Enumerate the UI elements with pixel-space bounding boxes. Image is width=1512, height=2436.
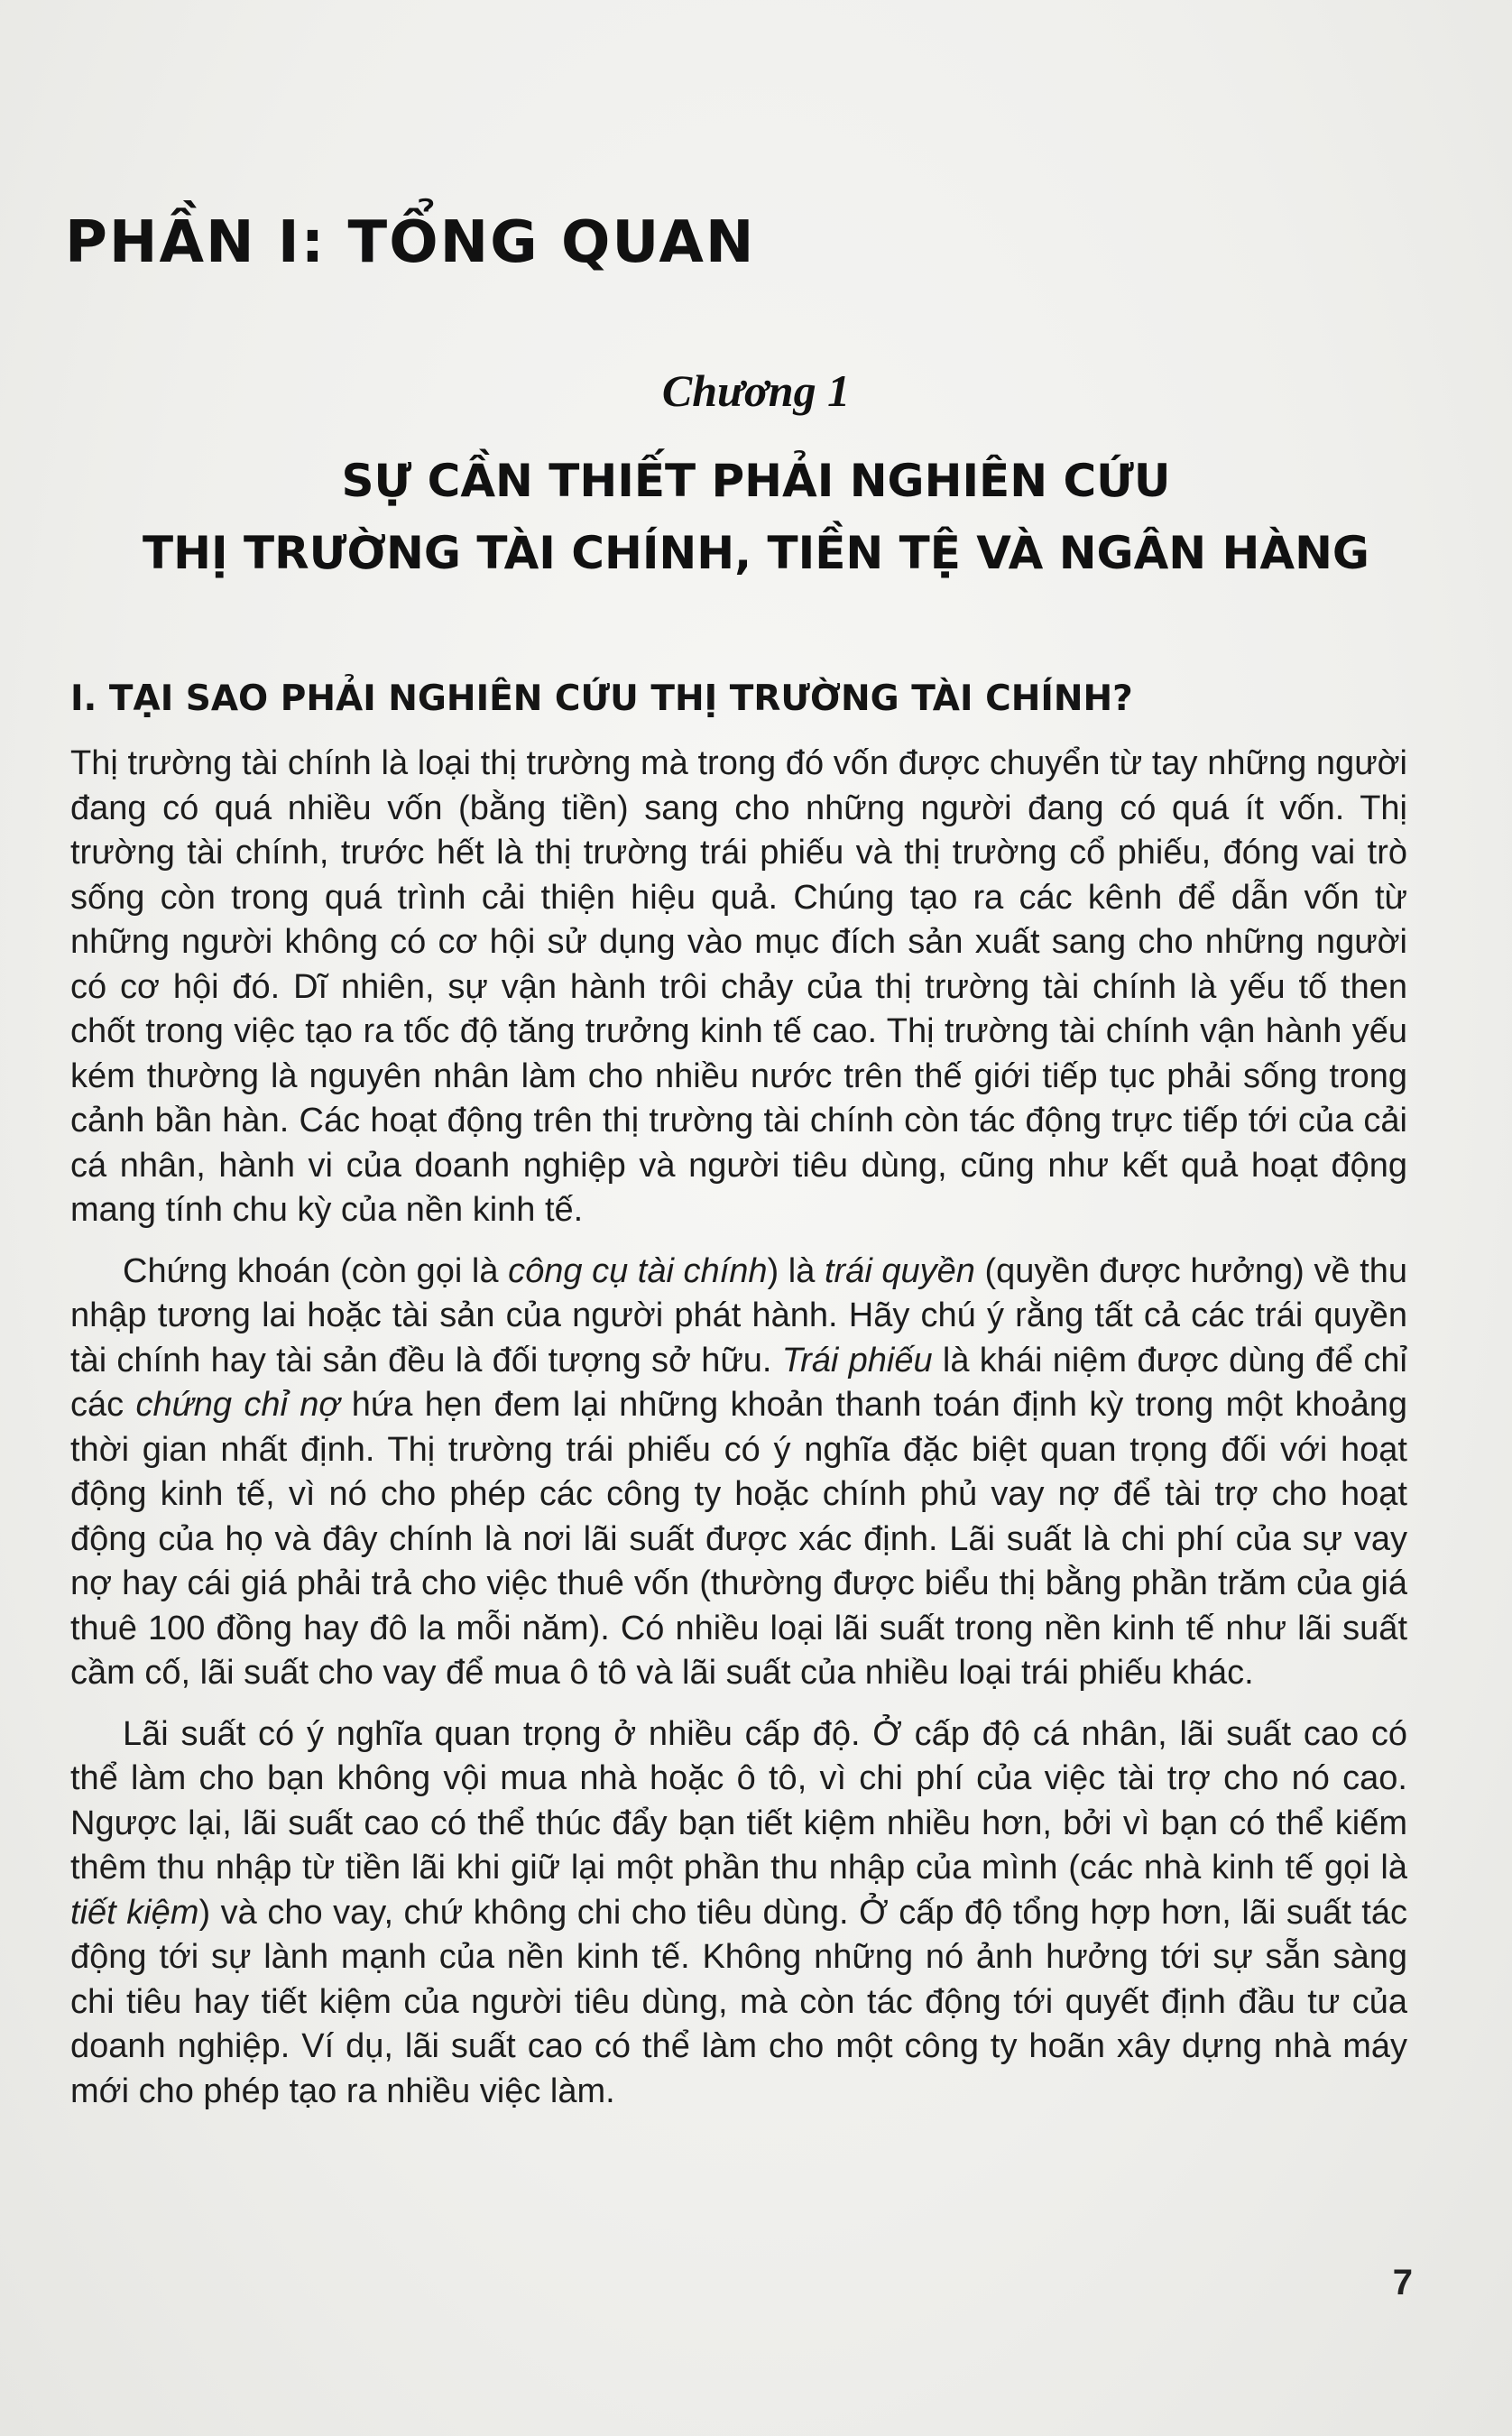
paragraph [70,1250,1407,1696]
paragraph [70,742,1407,1233]
chapter-title-line-1: SỰ CẦN THIẾT PHẢI NGHIÊN CỨU [341,455,1171,507]
italic-term: công cụ tài chính [508,1251,768,1290]
chapter-label: Chương 1 [661,365,851,416]
text-run: (quyền được hưởng) về thu nhập tương lai hoặc tài sản của người phát hành. Hãy chú ý rằng tất cả các trái quyền tài chính hay tài sản đều là đối tượng sở hữu. [70,1251,1407,1379]
text-run: hứa hẹn đem lại những khoản thanh toán định kỳ trong một khoảng thời gian nhất định. Thị trường trái phiếu có ý nghĩa đặc biệt quan trọng đối với hoạt động kinh tế, vì nó cho phép các công ty hoặc chính phủ vay nợ để tài trợ cho hoạt động của họ và đây chính là nơi lãi suất được xác định. Lãi suất là chi phí của sự vay nợ hay cái giá phải trả cho việc thuê vốn (thường được biểu thị bằng phần trăm của giá thuê 100 đồng hay đô la mỗi năm). Có nhiều loại lãi suất trong nền kinh tế như lãi suất cầm cố, lãi suất cho vay để mua ô tô và lãi suất của nhiều loại trái phiếu khác. [70,1386,1407,1692]
text-run: ) là [767,1251,825,1290]
text-run: Lãi suất có ý nghĩa quan trọng ở nhiều cấp độ. Ở cấp độ cá nhân, lãi suất cao có thể làm cho bạn không vội mua nhà hoặc ô tô, vì chi phí của việc tài trợ cho nó cao. Ngược lại, lãi suất cao có thể thúc đẩy bạn tiết kiệm nhiều hơn, bởi vì bạn có thể kiếm thêm thu nhập từ tiền lãi khi giữ lại một phần thu nhập của mình (các nhà kinh tế gọi là [70,1714,1407,1887]
part-title: PHẦN I: TỔNG QUAN [65,209,756,276]
text-run: Thị trường tài chính là loại thị trường mà trong đó vốn được chuyển từ tay những người đang có quá nhiều vốn (bằng tiền) sang cho những người đang có quá ít vốn. Thị trường tài chính, trước hết là thị trường trái phiếu và thị trường cổ phiếu, đóng vai trò sống còn trong quá trình cải thiện hiệu quả. Chúng tạo ra các kênh để dẫn vốn từ những người không có cơ hội sử dụng vào mục đích sản xuất sang cho những người có cơ hội đó. Dĩ nhiên, sự vận hành trôi chảy của thị trường tài chính là yếu tố then chốt trong việc tạo ra tốc độ tăng trưởng kinh tế cao. Thị trường tài chính vận hành yếu kém thường là nguyên nhân làm cho nhiều nước trên thế giới tiếp tục phải sống trong cảnh bần hàn. Các hoạt động trên thị trường tài chính còn tác động trực tiếp tới của cải cá nhân, hành vi của doanh nghiệp và người tiêu dùng, cũng như kết quả hoạt động mang tính chu kỳ của nền kinh tế. [70,744,1407,1229]
paragraph [70,1712,1407,2115]
text-run: ) và cho vay, chứ không chi cho tiêu dùng. Ở cấp độ tổng hợp hơn, lãi suất tác động tới sự lành mạnh của nền kinh tế. Không những nó ảnh hưởng tới sự sẵn sàng chi tiêu hay tiết kiệm của người tiêu dùng, mà còn tác động tới quyết định đầu tư của doanh nghiệp. Ví dụ, lãi suất cao có thể làm cho một công ty hoãn xây dựng nhà máy mới cho phép tạo ra nhiều việc làm. [70,1893,1407,2110]
page-number: 7 [1392,2263,1413,2302]
italic-term: chứng chỉ nợ [135,1386,340,1424]
body-text [70,742,1407,2130]
text-run: là khái niệm được dùng để chỉ các [70,1341,1407,1424]
chapter-title-line-2: THỊ TRƯỜNG TÀI CHÍNH, TIỀN TỆ VÀ NGÂN HÀNG [143,527,1369,579]
text-run: Chứng khoán (còn gọi là [123,1251,509,1290]
section-heading: I. TẠI SAO PHẢI NGHIÊN CỨU THỊ TRƯỜNG TÀI CHÍNH? [70,678,1133,719]
italic-term: trái quyền [824,1251,975,1290]
italic-term: Trái phiếu [781,1341,933,1379]
italic-term: tiết kiệm [70,1893,199,1932]
